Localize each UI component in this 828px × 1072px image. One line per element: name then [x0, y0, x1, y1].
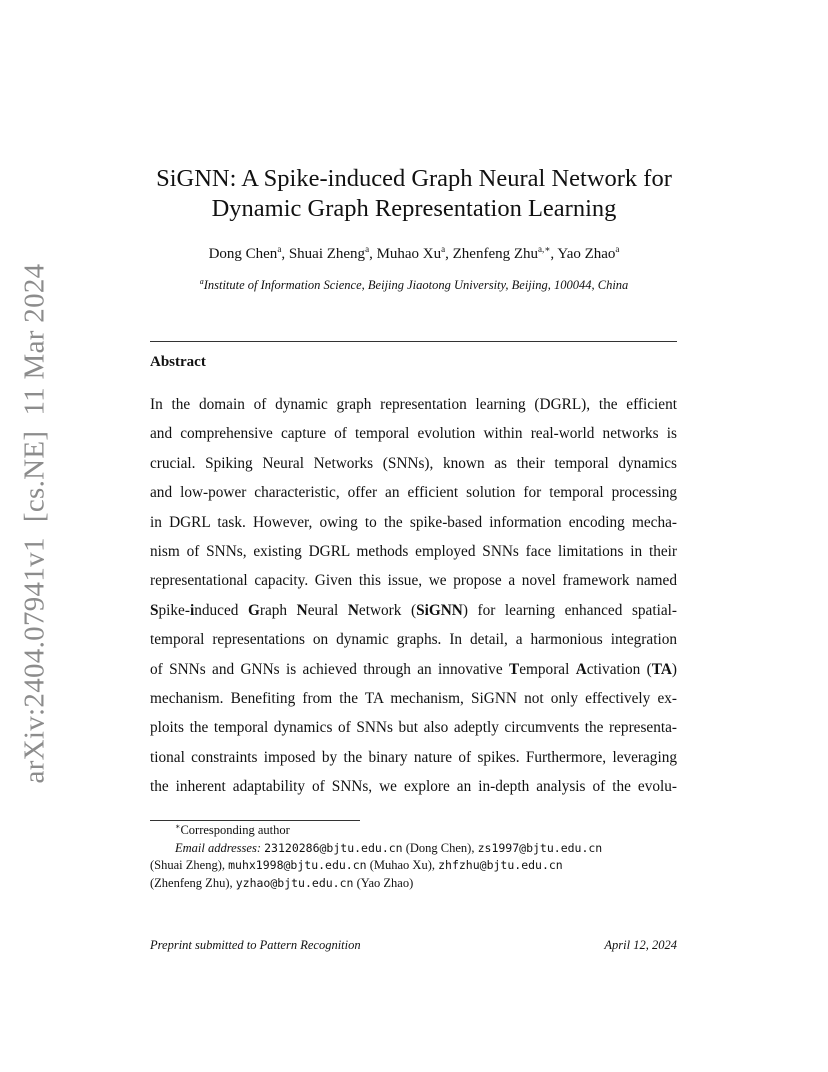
footnote-divider — [150, 820, 360, 821]
abstract-emphasis: T — [509, 660, 520, 678]
author-affiliation-marker: a — [615, 244, 620, 254]
abstract-line: representational capacity. Given this issue, we propose a novel framework named — [150, 572, 677, 590]
email-line-3: (Zhenfeng Zhu), yzhao@bjtu.edu.cn (Yao Zhao) — [150, 875, 414, 890]
arxiv-id: arXiv:2404.07941v1 [cs.NE] 11 Mar 2024 — [18, 263, 51, 783]
abstract-heading: Abstract — [150, 354, 206, 370]
email-link[interactable]: muhx1998@bjtu.edu.cn — [228, 858, 367, 872]
email-owner: (Shuai Zheng) — [150, 858, 222, 872]
email-line-1: Email addresses: 23120286@bjtu.edu.cn (Dong Chen), zs1997@bjtu.edu.cn — [175, 840, 603, 855]
page-footer — [150, 938, 677, 953]
email-owner: (Yao Zhao) — [356, 875, 414, 890]
abstract-line: mechanism. Benefiting from the TA mechanism, SiGNN not only effectively ex- — [150, 689, 677, 707]
email-owner: (Dong Chen) — [405, 840, 472, 855]
author-name: Muhao Xu — [376, 246, 442, 262]
abstract-text: eural — [307, 601, 348, 619]
author-name: Zhenfeng Zhu — [452, 246, 539, 262]
abstract-text: pike- — [158, 601, 190, 619]
footer-journal: Preprint submitted to Pattern Recognition — [150, 938, 361, 952]
abstract-line: In the domain of dynamic graph representation learning (DGRL), the efficient — [150, 396, 677, 413]
email-owner: (Muhao Xu) — [369, 858, 432, 872]
abstract-line — [150, 596, 677, 625]
email-line-2: (Shuai Zheng), muhx1998@bjtu.edu.cn (Muhao Xu), zhfzhu@bjtu.edu.cn — [150, 858, 563, 872]
author-name: Yao Zhao — [557, 246, 616, 262]
author-affiliation-marker: a — [365, 244, 370, 254]
abstract-text: ) for learning enhanced spatial- — [462, 601, 677, 619]
header-divider — [150, 341, 677, 342]
abstract-emphasis: N — [296, 601, 308, 619]
author-affiliation-marker: a — [277, 244, 282, 254]
abstract-text: emporal — [519, 660, 576, 678]
affiliation — [100, 277, 728, 294]
abstract-line — [150, 655, 677, 684]
abstract-emphasis: G — [247, 601, 260, 619]
email-link[interactable]: zs1997@bjtu.edu.cn — [477, 840, 603, 855]
corresponding-author-note — [150, 822, 690, 840]
paper-title — [130, 164, 698, 224]
email-label: Email addresses: — [175, 840, 261, 855]
footnote — [150, 822, 690, 892]
author-affiliation-marker: a,∗ — [538, 244, 551, 254]
author-list — [100, 244, 728, 264]
abstract-emphasis: TA — [651, 660, 672, 678]
abstract-emphasis: S — [150, 601, 159, 619]
abstract-line: and comprehensive capture of temporal evolution within real-world networks is — [150, 425, 677, 443]
abstract-line: and low-power characteristic, offer an efficient solution for temporal processing — [150, 484, 677, 502]
author-separator: , — [281, 246, 289, 262]
abstract-emphasis: A — [575, 660, 587, 678]
title-line-1: SiGNN: A Spike-induced Graph Neural Network for — [156, 165, 672, 192]
email-owner: (Zhenfeng Zhu) — [150, 875, 230, 890]
abstract-line: tional constraints imposed by the binary nature of spikes. Furthermore, leveraging — [150, 748, 677, 766]
footnote-marker: ∗ — [175, 822, 181, 831]
abstract-emphasis: SiGNN — [416, 601, 463, 619]
abstract-text: ) — [671, 660, 677, 678]
abstract-line: temporal representations on dynamic graphs. In detail, a harmonious integration — [150, 631, 677, 649]
author-separator: , — [369, 246, 377, 262]
abstract-text: raph — [259, 601, 297, 619]
abstract-body — [150, 390, 677, 801]
abstract-emphasis: i — [189, 601, 195, 619]
abstract-emphasis: N — [347, 601, 359, 619]
abstract-line: nism of SNNs, existing DGRL methods employed SNNs face limitations in their — [150, 542, 677, 560]
author-separator: , — [550, 246, 558, 262]
affiliation-text: Institute of Information Science, Beijing Jiaotong University, Beijing, 100044, China — [203, 278, 629, 292]
title-line-2: Dynamic Graph Representation Learning — [211, 195, 617, 222]
author-separator: , — [445, 246, 453, 262]
author-name: Shuai Zheng — [288, 246, 366, 262]
corresponding-author-label: Corresponding author — [180, 823, 290, 837]
abstract-text: nduced — [194, 601, 248, 619]
abstract-line: ploits the temporal dynamics of SNNs but also adeptly circumvents the representa- — [150, 719, 677, 737]
arxiv-stamp — [10, 263, 60, 783]
email-link[interactable]: 23120286@bjtu.edu.cn — [264, 840, 403, 855]
abstract-text: of SNNs and GNNs is achieved through an innovative — [150, 660, 509, 678]
email-link[interactable]: yzhao@bjtu.edu.cn — [235, 875, 354, 890]
abstract-text: etwork ( — [358, 601, 417, 619]
author-affiliation-marker: a — [441, 244, 446, 254]
abstract-line: crucial. Spiking Neural Networks (SNNs), known as their temporal dynamics — [150, 454, 677, 472]
affiliation-marker: a — [199, 277, 204, 286]
abstract-line: the inherent adaptability of SNNs, we explore an in-depth analysis of the evolu- — [150, 778, 677, 796]
abstract-text: ctivation ( — [586, 660, 652, 678]
abstract-line: in DGRL task. However, owing to the spike-based information encoding mecha- — [150, 513, 677, 531]
author-name: Dong Chen — [208, 246, 278, 262]
email-link[interactable]: zhfzhu@bjtu.edu.cn — [438, 858, 563, 872]
footer-date: April 12, 2024 — [604, 938, 677, 952]
